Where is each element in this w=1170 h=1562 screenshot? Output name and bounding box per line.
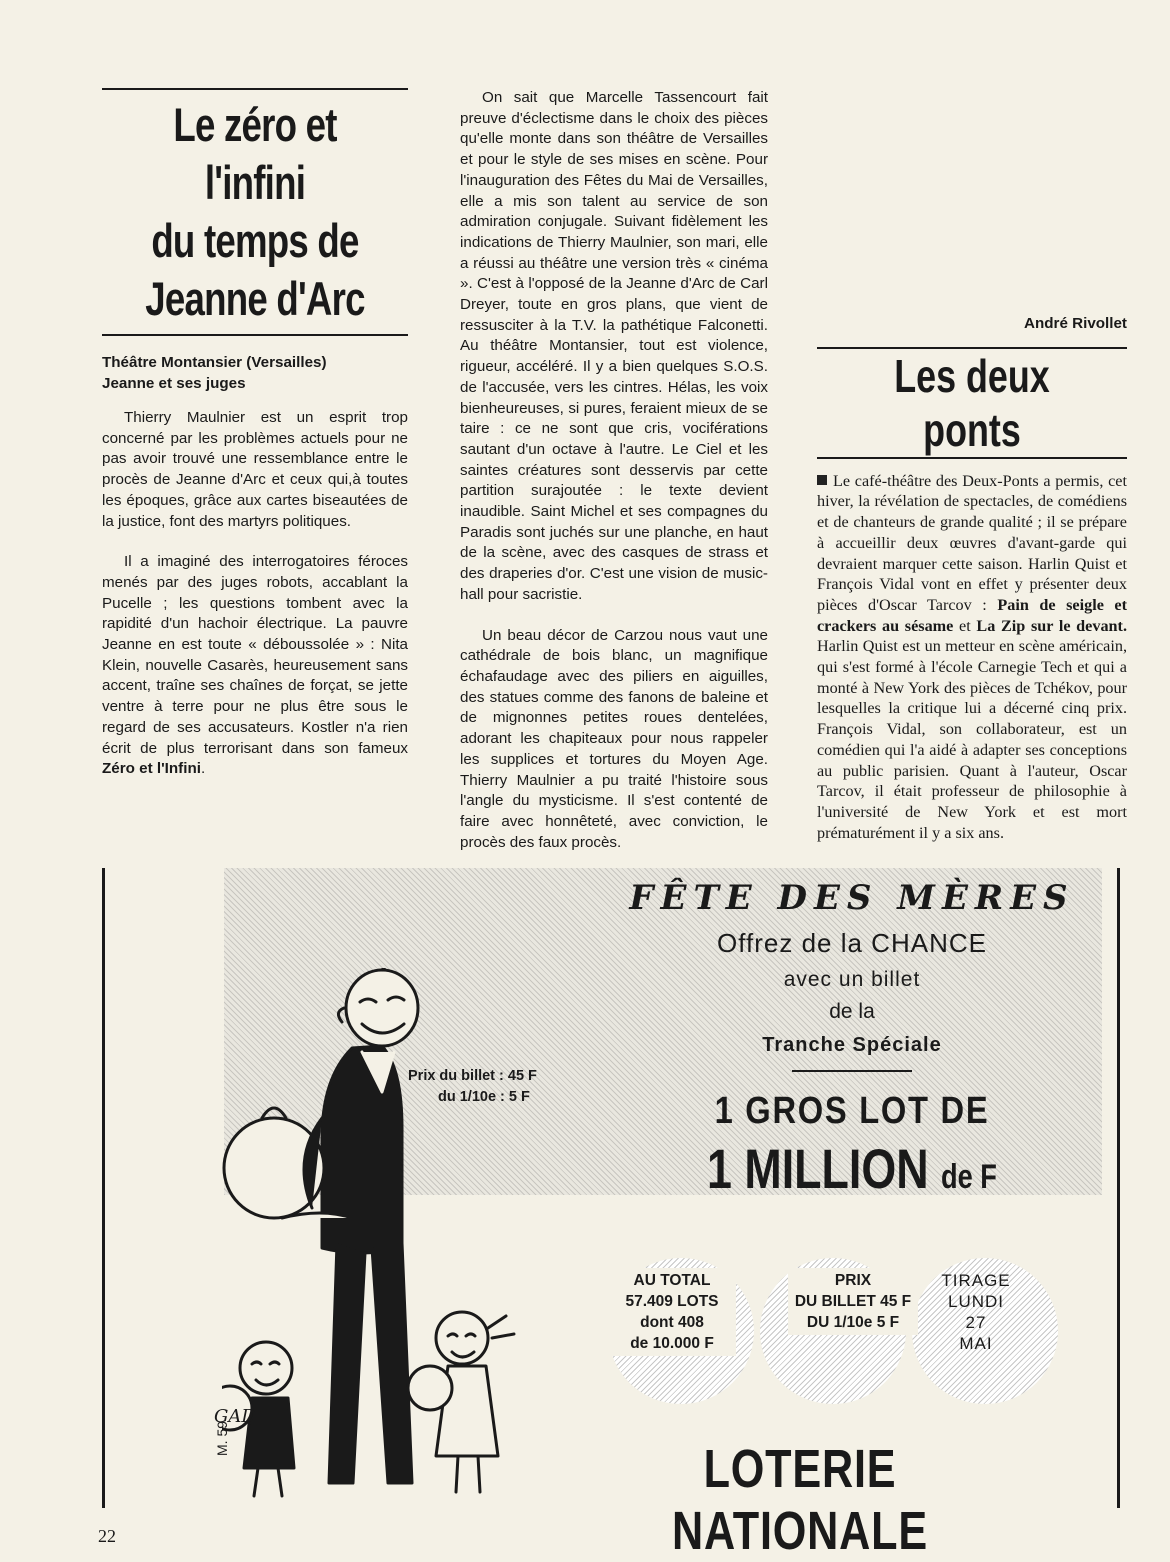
conjunction: et [959,616,971,635]
ad-offrez: Offrez de la CHANCE [717,928,987,958]
ad-price-line-1: Prix du billet : 45 F [408,1068,537,1084]
ad-total-line: dont 408 [640,1314,704,1331]
headline-1-line-3: Jeanne d'Arc [145,272,365,325]
ad-total-line: 57.409 LOTS [625,1293,719,1310]
author-signature: André Rivollet [1024,315,1127,332]
ad-total-lots [608,1268,736,1356]
ad-price-circle-line: PRIX [834,1272,872,1289]
paragraph: Thierry Maulnier est un esprit trop concerné par les problèmes actuels pour ne pas avoir trouvé une ressemblance entre le procès de Jeanne d'Arc et ceux qui,à toutes les époques, grâce aux cartes biseautées de la justice, font des martyrs politiques. [102,409,408,530]
ad-million [652,1136,1052,1201]
ad-draw-date [930,1270,1022,1354]
paragraph-text: Il a imaginé des interrogatoires féroces menés par des juges robots, accablant la Pucelle ; les questions tombent avec la rapidité d'un hachoir électrique. La pauvre Jeanne en est toute « déboussolée » : Nita Klein, nouvelle Casarès, heureusement sans accent, traîne ses chaînes de forçat, se jette ventre à terre pour ne plus être sous le regard de ses accusateurs. Kostler n'a rien écrit de plus terrorisant dans son fameux [102,553,408,757]
paragraph-text: Harlin Quist est un metteur en scène américain, qui s'est formé à l'école Carnegie Tech et qui a monté à New York des pièces de Tchékov, pour lesquelles la critique lui a décerné cinq prix. François Vidal, son collaborateur, est un comédien qui l'a aidé à adapter ses conceptions au public parisien. Quant à l'auteur, Oscar Tarcov, il était professeur de philosophie à l'université de New York et est mort prématurément il y a six ans. [817,637,1127,842]
column-1 [102,88,408,780]
ad-right-border [1117,868,1120,1508]
ad-ticket-price [788,1268,918,1335]
ad-draw-line: TIRAGE [941,1271,1011,1290]
ad-price-circle-line: DU 1/10e 5 F [806,1314,900,1331]
paragraph-text: Le café-théâtre des Deux-Ponts a permis, cet hiver, la révélation de spectacles, de comédiens et de chanteurs de grande qualité ; il se prépare à accueillir deux œuvres d'avant-garde qui devraient marquer cette saison. Harlin Quist et François Vidal vont en effet y présenter deux pièces d'Oscar Tarcov : [817,471,1127,614]
ad-fete-des-meres: FÊTE DES MÈRES [629,878,1075,918]
paragraph: On sait que Marcelle Tassencourt fait preuve d'éclectisme dans le choix des pièces qu'elle monte dans son théâtre de Versailles et pour le style de ses mises en scène. Pour l'inauguration des Fêtes du Mai de Versailles, elle a mis son talent au service de son admiration conjugale. Suivant fidèlement les indications de Thierry Maulnier, son mari, elle a réussi au théâtre une version très « cinéma ». C'est à l'opposé de la Jeanne d'Arc de Carl Dreyer, toute en gros plans, que vient de ressusciter à la T.V. la pathétique Falconetti. Au théâtre Montansier, tout est violence, rigueur, accéléré. Il y a bien quelques S.O.S. de l'accusée, vers les cintres. Hélas, les voix bienheureuses, si pures, feraient mieux de se taire : ce ne sont que cris, vociférations sautant d'un octave à l'autre. Le Ciel et les saintes créatures sont desservis par cette partition surajoutée : le texte devient inaudible. Saint Michel et ses compagnes du Paradis sont juchés sur une planche, en haut de la scène, avec des casques de strass et des draperies d'or. C'est une vision de music-hall pour sacristie. [460,89,768,603]
headline-2-bottom-rule [817,457,1127,459]
bold-title: Pain de seigle et crackers au sésame [817,595,1128,635]
headline-top-rule [102,88,408,90]
paragraph: Un beau décor de Carzou nous vaut une cathédrale de bois blanc, un magnifique échafaudage avec des piliers en aiguilles, des statues comme des fanons de baleine et de mignonnes petites roues dentelées, adorant les chapiteaux pour nous rappeler les supplices et tortures du Moyen Age. Thierry Maulnier a pu traité l'histoire sous l'angle du mysticisme. Il s'est contenté de faire avec honnêteté, avec conviction, le procès des faux procès. [460,626,768,851]
ad-million-unit: de F [941,1158,997,1196]
illustrator-signature: GAD - [214,1406,268,1427]
ad-price-circle-line: DU BILLET 45 F [794,1293,912,1310]
bullet-square-icon [817,475,827,485]
paragraph [102,552,408,780]
play-title: Jeanne et ses juges [102,375,246,392]
bold-title: La Zip sur le devant. [976,616,1127,635]
ad-total-line: AU TOTAL [633,1272,711,1289]
ad-total-line: de 10.000 F [630,1335,714,1352]
ad-de-la: de la [829,1000,875,1023]
ad-code: M. 59 [214,1420,230,1456]
ad-draw-line: 27 [965,1313,987,1332]
headline-bottom-rule [102,334,408,336]
page-number: 22 [98,1526,116,1546]
ad-avec-un-billet: avec un billet [783,968,921,991]
venue: Théâtre Montansier (Versailles) [102,354,327,371]
paragraph [817,471,1127,844]
ad-million-amount: 1 MILLION [707,1137,929,1200]
column-3 [817,88,1127,843]
subhead [102,352,408,394]
ad-divider [792,1070,912,1072]
headline-2: Les deux ponts [894,349,1050,456]
ad-draw-line: LUNDI [947,1292,1004,1311]
headline-1-line-1: Le zéro et l'infini [173,98,337,209]
ad-draw-line: MAI [959,1334,993,1353]
ad-tranche-speciale: Tranche Spéciale [762,1034,942,1056]
bold-title: Zéro et l'Infini [102,760,201,778]
headline-1-line-2: du temps de [151,214,359,267]
headline-1 [136,96,375,328]
ad-left-border [102,868,105,1508]
paragraph-end: . [200,760,206,778]
ad-price-line-2: du 1/10e : 5 F [438,1089,530,1105]
ad-gros-lot: 1 GROS LOT DE [714,1090,990,1132]
illustration-man-and-children [222,968,602,1508]
ad-loterie-nationale: LOTERIE NATIONALE [672,1439,928,1561]
column-2 [460,88,768,853]
